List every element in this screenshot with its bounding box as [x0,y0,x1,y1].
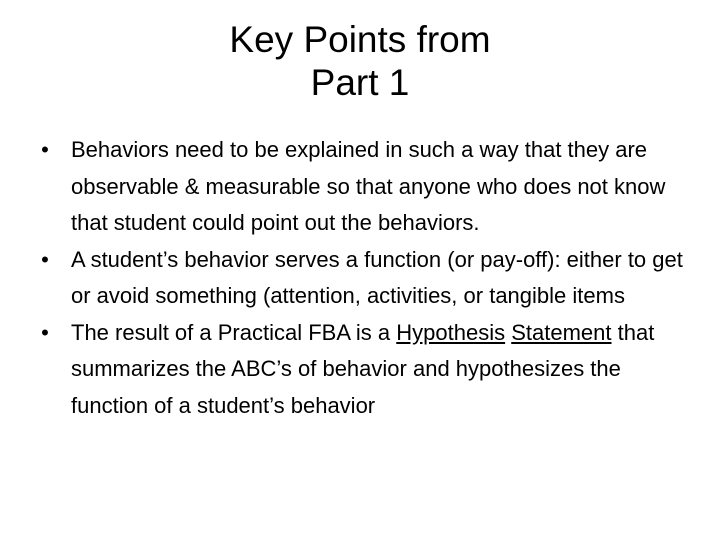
bullet-text: Behaviors need to be explained in such a way that they are observable & measurable so that anyone who does not know that student could point out the behaviors. [71,137,666,235]
bullet-list [36,132,696,424]
title-line-1: Key Points from [229,19,491,60]
bullet-item-hypothesis [36,315,696,425]
bullet-dot-icon: • [41,319,49,345]
bullet-text-prefix: The result of a Practical FBA is a [71,319,397,345]
bullet-text-suffix: that summarizes the ABC’s of behavior and hypothesizes the function of a student’s behavior [71,319,655,418]
bullet-item-function [36,242,696,315]
bullet-item-behaviors [36,132,696,242]
slide-title [0,18,720,104]
statement-underlined: Statement [511,319,612,345]
bullet-text: A student’s behavior serves a function (or pay-off): either to get or avoid something (attention, activities, or tangible items [71,246,683,308]
bullet-dot-icon: • [41,137,49,162]
bullet-dot-icon: • [41,246,49,272]
hypothesis-underlined: Hypothesis [396,319,506,345]
title-line-2: Part 1 [310,62,410,103]
